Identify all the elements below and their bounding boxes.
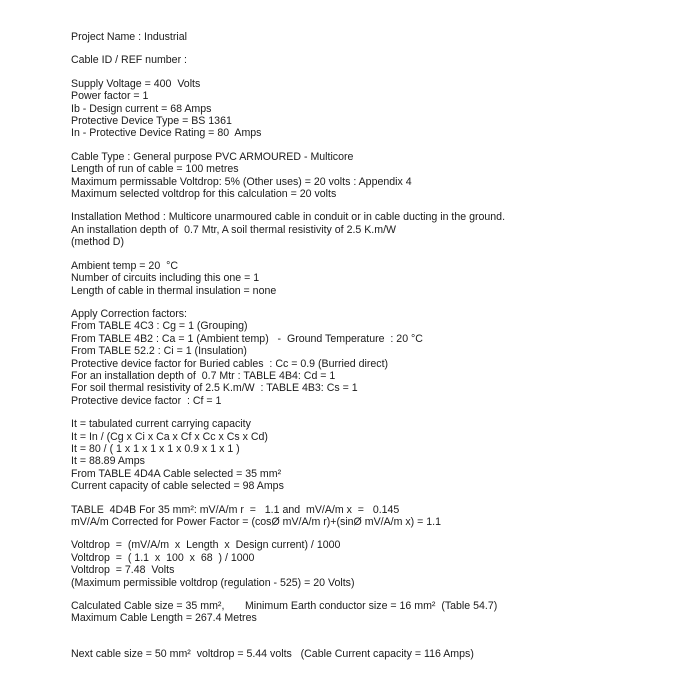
calculated-size-block [71, 600, 671, 625]
text-line: mV/A/m Corrected for Power Factor = (cosØ mV/A/m r)+(sinØ mV/A/m x) = 1.1 [71, 516, 441, 528]
text-line: Length of run of cable = 100 metres [71, 163, 239, 176]
text-line: From TABLE 4D4A Cable selected = 35 mm² [71, 467, 282, 480]
text-line: It = 80 / ( 1 x 1 x 1 x 1 x 0.9 x 1 x 1 ) [71, 442, 240, 455]
text-line: Maximum Cable Length = 267.4 Metres [71, 612, 257, 625]
text-line: Protective device factor : Cf = 1 [71, 394, 222, 407]
text-line: Ambient temp = 20 °C [71, 259, 178, 272]
text-line: Voltdrop = (mV/A/m x Length x Design current) / 1000 [71, 539, 341, 552]
text-line: Installation Method : Multicore unarmoured cable in conduit or in cable ducting in the ground. [71, 211, 506, 224]
text-line: Voltdrop = 7.48 Volts [71, 564, 175, 577]
installation-block [71, 211, 671, 248]
text-line: For an installation depth of 0.7 Mtr : TABLE 4B4: Cd = 1 [71, 369, 336, 382]
text-line: Maximum selected voltdrop for this calculation = 20 volts [71, 188, 337, 201]
text-line: Supply Voltage = 400 Volts [71, 77, 201, 90]
text-line: Ib - Design current = 68 Amps [71, 102, 212, 115]
text-line: For soil thermal resistivity of 2.5 K.m/W : TABLE 4B3: Cs = 1 [71, 382, 358, 395]
text-line: TABLE 4D4B For 35 mm²: mV/A/m r = 1.1 and mV/A/m x = 0.145 [71, 503, 400, 516]
text-line: Calculated Cable size = 35 mm², Minimum Earth conductor size = 16 mm² (Table 54.7) [71, 600, 498, 613]
text-line: From TABLE 4C3 : Cg = 1 (Grouping) [71, 320, 248, 333]
text-line: It = 88.89 Amps [71, 455, 145, 468]
text-line: Cable ID / REF number : [71, 54, 187, 67]
text-line: Maximum permissable Voltdrop: 5% (Other uses) = 20 volts : Appendix 4 [71, 175, 412, 188]
text-line: (method D) [71, 236, 124, 249]
text-line: Voltdrop = ( 1.1 x 100 x 68 ) / 1000 [71, 551, 255, 564]
text-line: Next cable size = 50 mm² voltdrop = 5.44 volts (Cable Current capacity = 116 Amps) [71, 647, 474, 660]
text-line: It = tabulated current carrying capacity [71, 418, 251, 431]
text-line: Number of circuits including this one = 1 [71, 272, 260, 285]
tabulated-current-block [71, 418, 671, 492]
text-line: Apply Correction factors: [71, 307, 187, 320]
calculation-document [71, 31, 671, 660]
text-line: Current capacity of cable selected = 98 Amps [71, 480, 284, 493]
supply-block [71, 78, 671, 140]
mv-table-block [71, 504, 671, 529]
text-line: From TABLE 52.2 : Ci = 1 (Insulation) [71, 345, 247, 358]
text-line: Cable Type : General purpose PVC ARMOURED - Multicore [71, 150, 354, 163]
text-line: It = In / (Cg x Ci x Ca x Cf x Cc x Cs x Cd) [71, 430, 268, 443]
text-line: Project Name : Industrial [71, 31, 187, 43]
text-line: Power factor = 1 [71, 90, 149, 103]
cable-id-block [71, 54, 671, 66]
text-line: Protective device factor for Buried cables : Cc = 0.9 (Burried direct) [71, 357, 389, 370]
text-line: (Maximum permissible voltdrop (regulation - 525) = 20 Volts) [71, 576, 355, 589]
project-name-block [71, 31, 671, 43]
correction-factors-block [71, 308, 671, 407]
text-line: An installation depth of 0.7 Mtr, A soil thermal resistivity of 2.5 K.m/W [71, 223, 397, 236]
next-cable-size-block [71, 648, 671, 660]
cable-type-block [71, 151, 671, 201]
text-line: Protective Device Type = BS 1361 [71, 115, 232, 128]
text-line: From TABLE 4B2 : Ca = 1 (Ambient temp) - Ground Temperature : 20 °C [71, 332, 423, 345]
text-line: In - Protective Device Rating = 80 Amps [71, 127, 262, 140]
text-line: Length of cable in thermal insulation = none [71, 284, 277, 297]
ambient-block [71, 260, 671, 297]
voltdrop-block [71, 539, 671, 589]
